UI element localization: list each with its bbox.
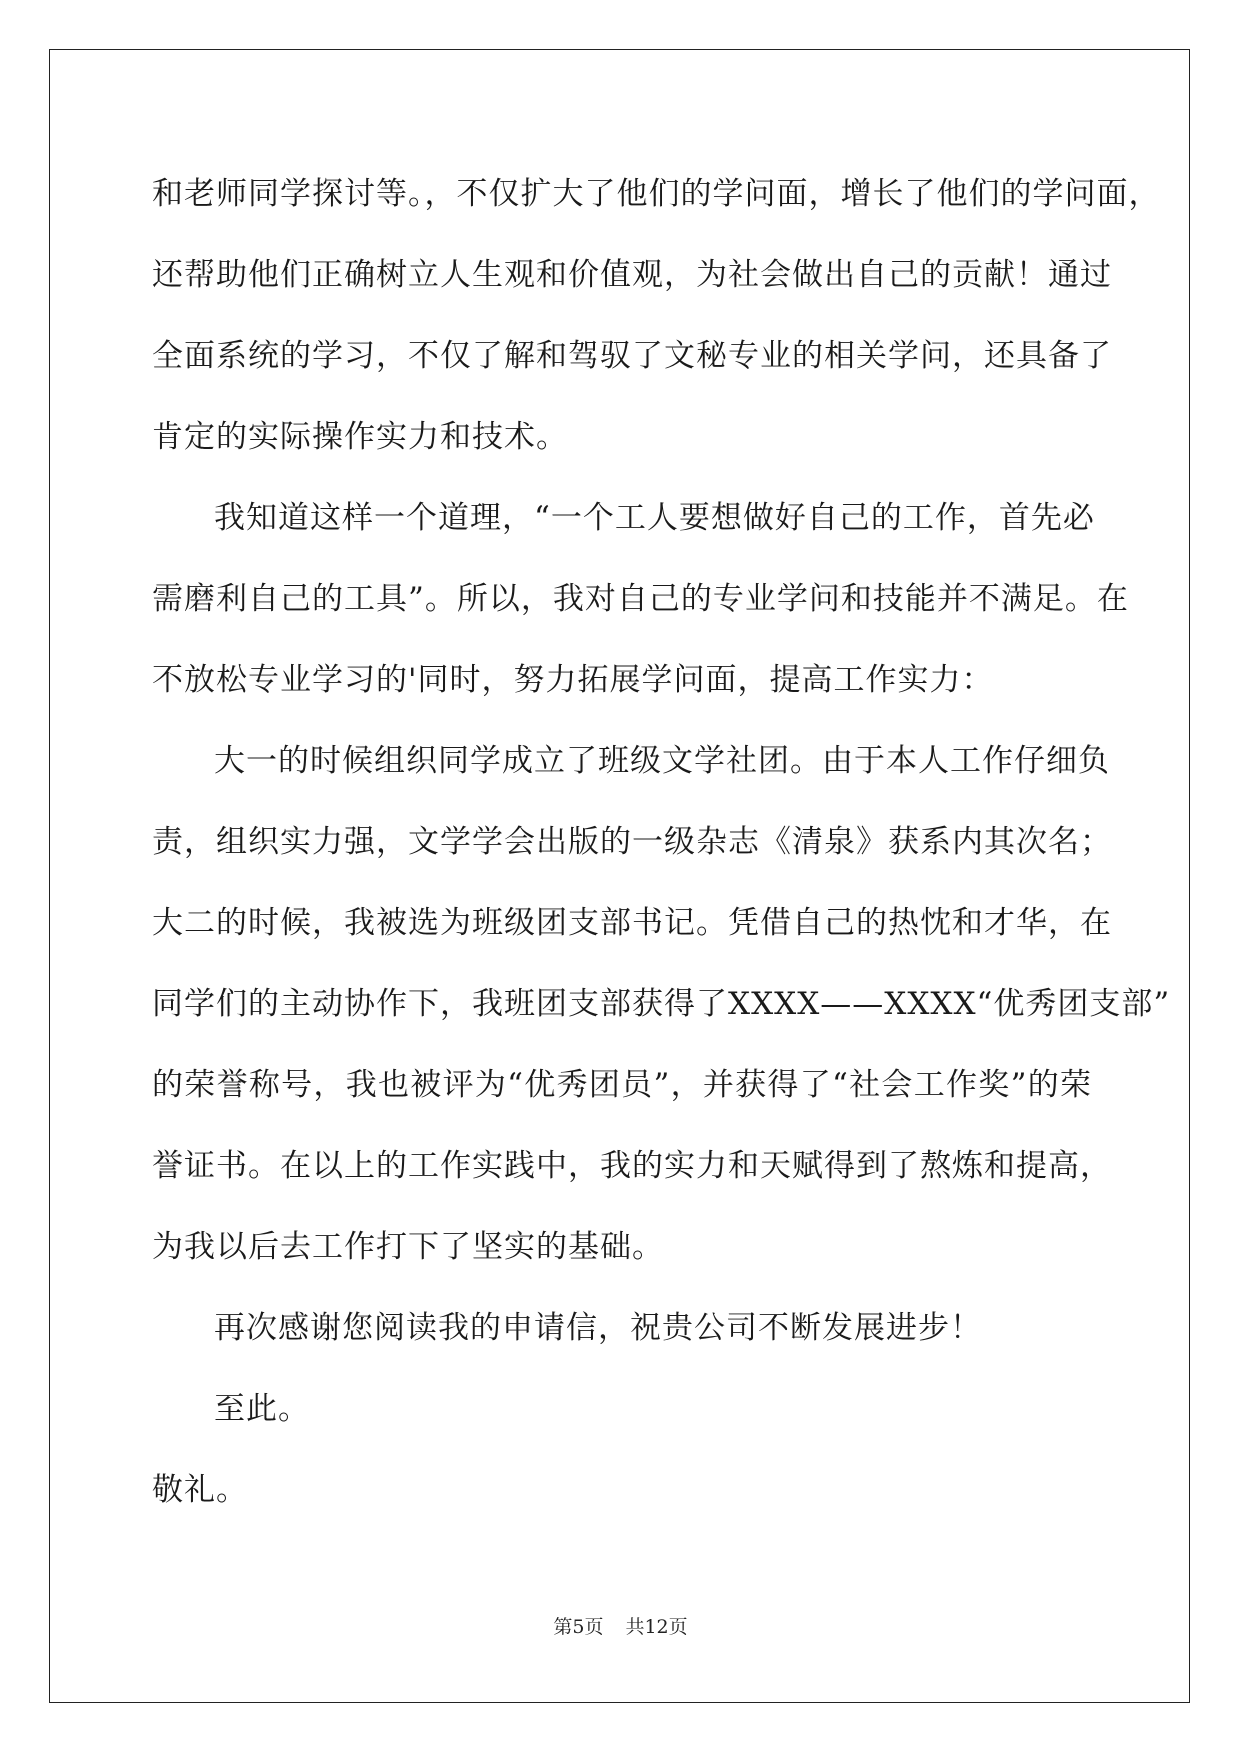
page-number: 第5页 — [553, 1616, 604, 1638]
closing-line: 至此。 — [214, 1391, 310, 1427]
body-line-14: 为我以后去工作打下了坚实的基础。 — [152, 1229, 664, 1265]
page-total: 共12页 — [625, 1616, 688, 1638]
salutation-line: 敬礼。 — [152, 1472, 248, 1508]
page-border — [49, 49, 1190, 1703]
body-line-5: 我知道这样一个道理，“一个工人要想做好自己的工作，首先必 — [214, 500, 1095, 536]
body-line-7: 不放松专业学习的'同时，努力拓展学问面，提高工作实力： — [152, 662, 994, 698]
body-line-1: 和老师同学探讨等。，不仅扩大了他们的学问面，增长了他们的学问面， — [152, 176, 1161, 212]
page-footer — [0, 1615, 1241, 1639]
body-line-12: 的荣誉称号，我也被评为“优秀团员”，并获得了“社会工作奖”的荣 — [152, 1067, 1092, 1103]
body-line-6: 需磨利自己的工具”。所以，我对自己的专业学问和技能并不满足。在 — [152, 581, 1129, 617]
body-line-9: 责，组织实力强，文学学会出版的一级杂志《清泉》获系内其次名； — [152, 824, 1112, 860]
body-line-4: 肯定的实际操作实力和技术。 — [152, 419, 568, 455]
body-line-10: 大二的时候，我被选为班级团支部书记。凭借自己的热忱和才华，在 — [152, 905, 1112, 941]
body-line-11: 同学们的主动协作下，我班团支部获得了XXXX——XXXX“优秀团支部” — [152, 986, 1171, 1022]
body-line-2: 还帮助他们正确树立人生观和价值观，为社会做出自己的贡献！通过 — [152, 257, 1112, 293]
body-line-13: 誉证书。在以上的工作实践中，我的实力和天赋得到了熬炼和提高， — [152, 1148, 1112, 1184]
body-line-8: 大一的时候组织同学成立了班级文学社团。由于本人工作仔细负 — [214, 743, 1110, 779]
body-line-3: 全面系统的学习，不仅了解和驾驭了文秘专业的相关学问，还具备了 — [152, 338, 1112, 374]
body-line-15: 再次感谢您阅读我的申请信，祝贵公司不断发展进步！ — [214, 1310, 982, 1346]
